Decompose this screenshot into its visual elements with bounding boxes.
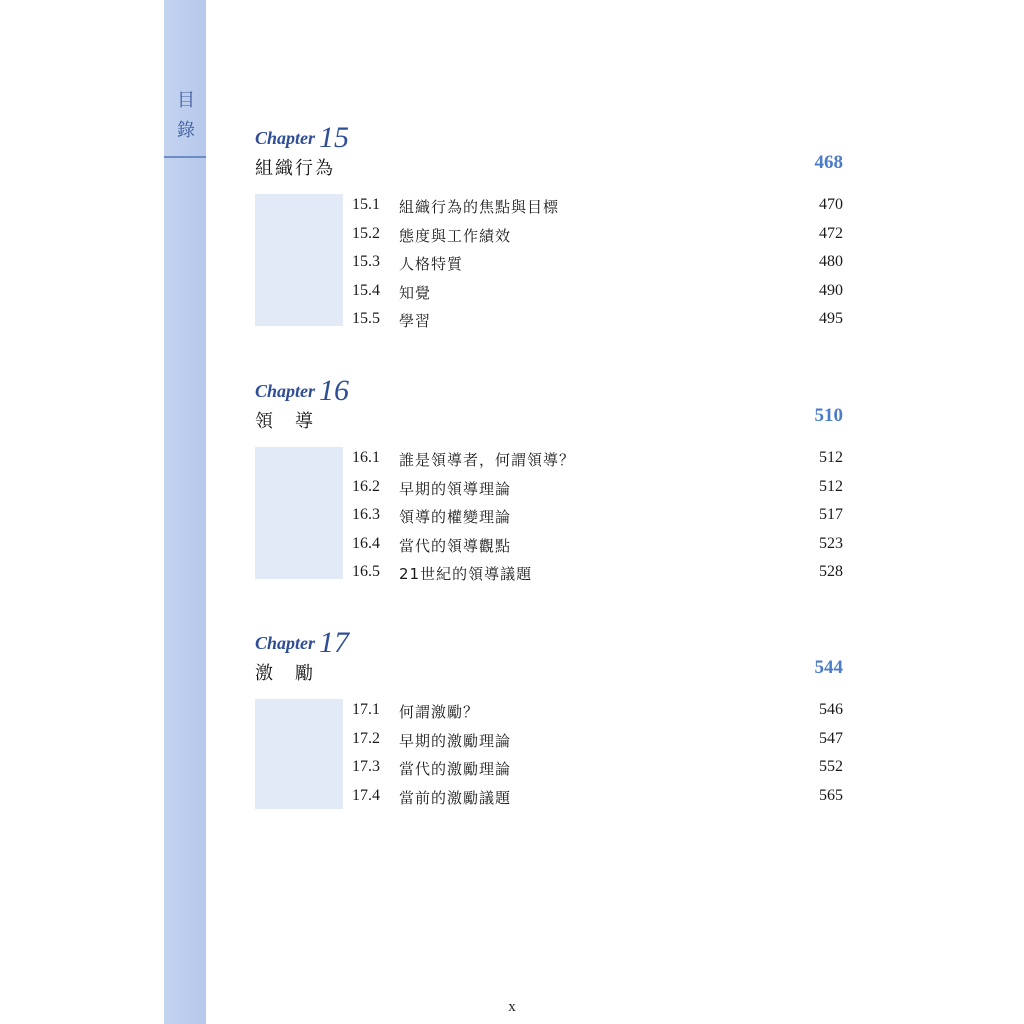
chapter-page: 510 xyxy=(814,405,843,426)
section-list xyxy=(255,697,845,811)
chapter-number: 16 xyxy=(319,374,350,407)
section-page: 495 xyxy=(819,310,843,327)
section-list xyxy=(255,445,845,588)
section-number: 15.4 xyxy=(352,281,380,299)
section-number: 17.4 xyxy=(352,786,380,804)
section-title: 當代的領導觀點 xyxy=(399,536,512,555)
section-number: 16.5 xyxy=(352,563,380,580)
section-page: 565 xyxy=(819,786,843,804)
chapter-title: 激 勵 xyxy=(255,663,315,684)
section-title: 組織行為的焦點與目標 xyxy=(399,198,560,216)
section-page: 528 xyxy=(819,563,843,580)
section-number: 16.1 xyxy=(352,449,380,466)
chapter-title: 領 導 xyxy=(255,411,315,432)
section-row[interactable] xyxy=(255,754,845,783)
chapter-title-row[interactable] xyxy=(255,152,845,186)
section-row[interactable] xyxy=(255,278,845,307)
section-number: 15.2 xyxy=(352,224,380,242)
section-number: 15.3 xyxy=(352,253,380,270)
section-title: 當代的激勵理論 xyxy=(399,760,512,778)
chapter-heading xyxy=(255,371,845,407)
section-page: 512 xyxy=(819,477,843,495)
side-label: 目錄 xyxy=(177,90,195,141)
chapter-15 xyxy=(255,118,845,335)
section-row[interactable] xyxy=(255,306,845,335)
section-page: 470 xyxy=(819,196,843,213)
section-row[interactable] xyxy=(255,559,845,588)
section-number: 15.5 xyxy=(352,310,380,327)
section-title: 早期的領導理論 xyxy=(399,479,512,498)
section-row[interactable] xyxy=(255,531,845,560)
section-number: 16.4 xyxy=(352,534,380,552)
page-number: x xyxy=(508,999,516,1015)
section-title: 誰是領導者，何謂領導？ xyxy=(399,451,576,469)
chapter-heading xyxy=(255,623,845,659)
section-page: 552 xyxy=(819,758,843,775)
section-number: 16.3 xyxy=(352,506,380,523)
section-title: 當前的激勵議題 xyxy=(399,788,512,807)
section-title: 21世紀的領導議題 xyxy=(399,565,533,583)
chapter-page: 544 xyxy=(814,657,843,678)
section-page: 490 xyxy=(819,281,843,299)
section-title: 知覺 xyxy=(399,283,432,302)
section-title: 人格特質 xyxy=(399,255,464,273)
chapter-word: Chapter xyxy=(255,633,316,653)
section-number: 15.1 xyxy=(352,196,380,213)
section-row[interactable] xyxy=(255,192,845,221)
chapter-title-row[interactable] xyxy=(255,657,845,691)
section-title: 態度與工作績效 xyxy=(399,226,512,245)
section-row[interactable] xyxy=(255,697,845,726)
section-row[interactable] xyxy=(255,249,845,278)
chapter-word: Chapter xyxy=(255,381,316,401)
section-page: 546 xyxy=(819,701,843,718)
chapter-number: 17 xyxy=(319,626,350,659)
section-number: 16.2 xyxy=(352,477,380,495)
chapter-heading xyxy=(255,118,845,154)
section-row[interactable] xyxy=(255,445,845,474)
section-page: 472 xyxy=(819,224,843,242)
section-title: 何謂激勵？ xyxy=(399,703,480,721)
section-title: 早期的激勵理論 xyxy=(399,731,512,750)
section-number: 17.1 xyxy=(352,701,380,718)
chapter-number: 15 xyxy=(319,121,350,154)
section-number: 17.2 xyxy=(352,729,380,747)
section-page: 547 xyxy=(819,729,843,747)
section-row[interactable] xyxy=(255,474,845,503)
side-band xyxy=(164,0,206,1024)
section-page: 517 xyxy=(819,506,843,523)
section-title: 學習 xyxy=(399,312,432,330)
section-list xyxy=(255,192,845,335)
section-title: 領導的權變理論 xyxy=(399,508,512,526)
section-row[interactable] xyxy=(255,726,845,755)
section-page: 523 xyxy=(819,534,843,552)
section-row[interactable] xyxy=(255,783,845,812)
chapter-16 xyxy=(255,371,845,588)
section-page: 480 xyxy=(819,253,843,270)
section-row[interactable] xyxy=(255,221,845,250)
section-page: 512 xyxy=(819,449,843,466)
chapter-title: 組織行為 xyxy=(255,158,335,179)
side-rule xyxy=(164,156,206,158)
chapter-page: 468 xyxy=(814,152,843,173)
chapter-17 xyxy=(255,623,845,811)
section-number: 17.3 xyxy=(352,758,380,775)
chapter-word: Chapter xyxy=(255,128,316,148)
chapter-title-row[interactable] xyxy=(255,405,845,439)
section-row[interactable] xyxy=(255,502,845,531)
